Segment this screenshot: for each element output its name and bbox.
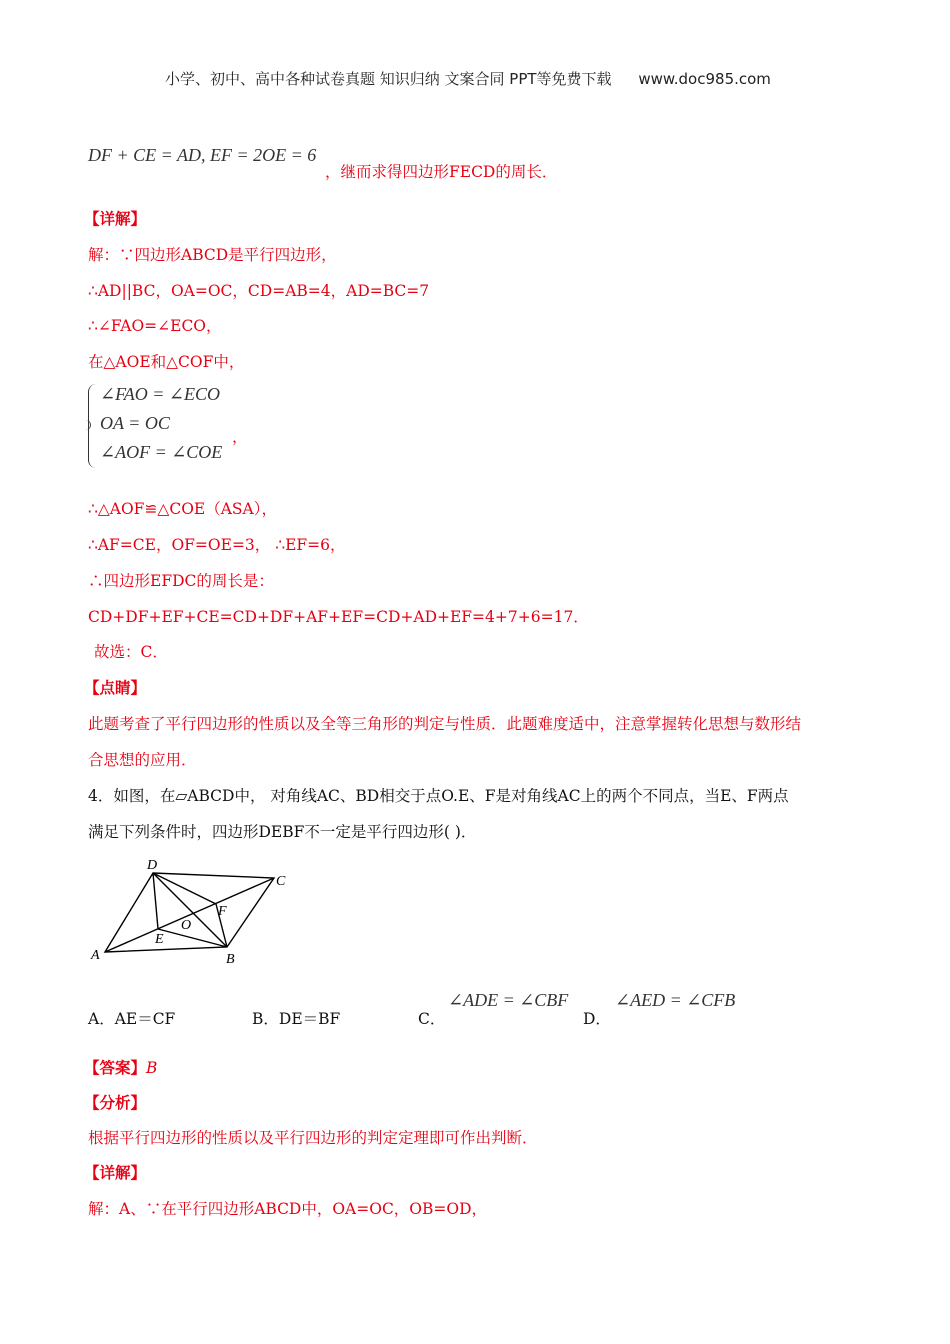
detail1-line-4: 在△AOE和△COF中，	[88, 353, 245, 371]
diagonal-bd	[153, 873, 227, 947]
header-url: www.doc985.com	[638, 70, 771, 88]
label-d: D	[147, 858, 158, 873]
label-a: A	[91, 948, 100, 963]
detail1-after-2: ∴AF=CE，OF=OE=3， ∴EF=6，	[88, 536, 346, 554]
label-c: C	[276, 874, 286, 889]
option-c-label: C．	[418, 1010, 446, 1028]
option-c-math: ∠ADE = ∠CBF	[448, 990, 569, 1010]
page-header	[165, 68, 771, 89]
option-b: B．DE＝BF	[252, 1010, 341, 1028]
label-f: F	[218, 904, 227, 919]
answer-value: B	[146, 1059, 158, 1077]
tip-line-1: 此题考查了平行四边形的性质以及全等三角形的判定与性质．此题难度适中，注意掌握转化思想与数形结	[88, 715, 802, 733]
answer-heading: 【答案】	[84, 1058, 147, 1077]
label-e: E	[155, 932, 164, 947]
segment-eb	[158, 929, 227, 947]
label-b: B	[226, 952, 235, 967]
detail-heading-2: 【详解】	[84, 1163, 147, 1182]
detail1-line-2: ∴AD||BC，OA=OC，CD=AB=4，AD=BC=7	[88, 282, 430, 300]
top-conclusion: ，继而求得四边形FECD的周长．	[325, 163, 558, 181]
detail-heading-1: 【详解】	[84, 209, 147, 228]
q4-line-2: 满足下列条件时，四边形DEBF不一定是平行四边形( )．	[88, 823, 477, 841]
analysis-heading: 【分析】	[84, 1093, 147, 1112]
parallelogram-figure	[85, 855, 295, 970]
top-formula: DF + CE = AD, EF = 2OE = 6	[88, 145, 317, 165]
detail1-choice: 故选：C．	[94, 643, 168, 661]
detail1-line-3: ∴∠FAO=∠ECO，	[88, 317, 222, 335]
detail1-after-1: ∴△AOF≌△COE（ASA），	[88, 500, 277, 518]
option-d-math: ∠AED = ∠CFB	[615, 990, 736, 1010]
label-o: O	[181, 918, 192, 933]
q4-line-1: 4．如图，在▱ABCD中， 对角线AC、BD相交于点O.E、F是对角线AC上的两个不同点，当E、F两点	[88, 787, 789, 805]
system-eq-2: OA = OC	[100, 413, 170, 433]
option-d-label: D．	[583, 1010, 611, 1028]
tip-line-2: 合思想的应用．	[88, 751, 197, 769]
detail1-after-4: CD+DF+EF+CE=CD+DF+AF+EF=CD+AD+EF=4+7+6=17．	[88, 608, 589, 626]
system-eq-1: ∠FAO = ∠ECO	[100, 384, 220, 404]
system-eq-3: ∠AOF = ∠COE	[100, 442, 223, 462]
analysis-text: 根据平行四边形的性质以及平行四边形的判定定理即可作出判断．	[88, 1129, 538, 1147]
answer-row	[84, 1056, 157, 1078]
detail1-after-3: ∴四边形EFDC的周长是：	[88, 572, 274, 590]
system-comma: ，	[232, 428, 248, 446]
detail2-text: 解：A、∵在平行四边形ABCD中，OA=OC，OB=OD，	[88, 1200, 488, 1218]
tip-heading: 【点睛】	[84, 678, 147, 697]
segment-de	[153, 873, 158, 929]
segment-df	[153, 873, 216, 904]
detail1-line-1: 解：∵四边形ABCD是平行四边形，	[88, 246, 337, 264]
header-title: 小学、初中、高中各种试卷真题 知识归纳 文案合同 PPT等免费下载	[165, 70, 612, 88]
option-a: A．AE＝CF	[88, 1010, 176, 1028]
